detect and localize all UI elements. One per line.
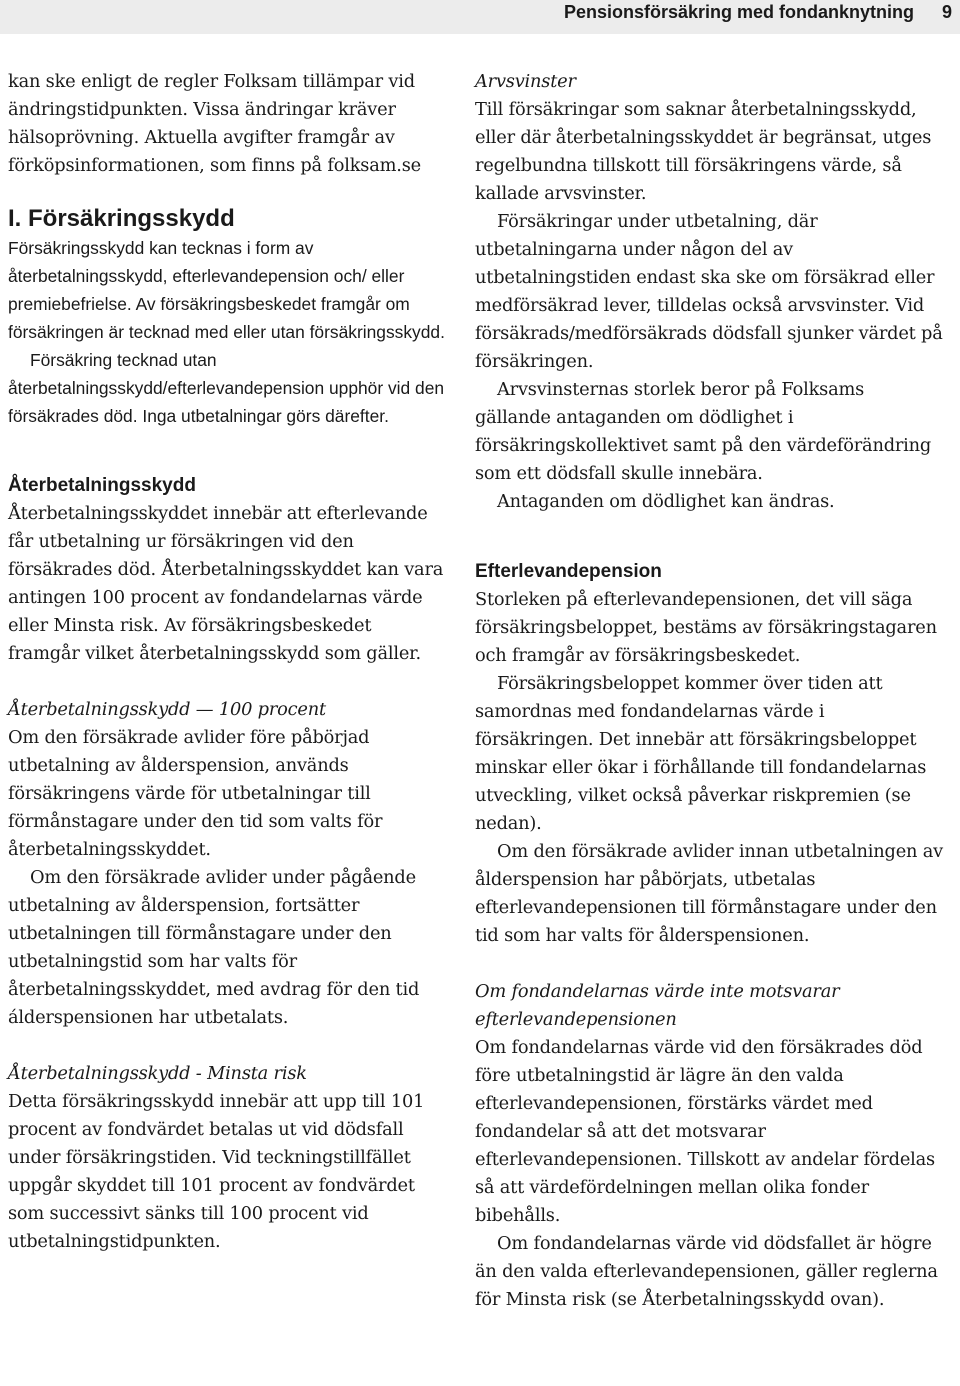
running-title: Pensionsförsäkring med fondanknytning <box>563 2 914 22</box>
right-column <box>475 68 945 1314</box>
paragraph: Antaganden om dödlighet kan ändras. <box>497 491 835 512</box>
section-heading-forsakringsskydd: I. Försäkringsskydd <box>8 205 235 232</box>
section-heading-efterlevandepension: Efterlevandepension <box>475 561 662 582</box>
left-column <box>8 68 448 1256</box>
subheading-minsta-risk: Återbetalningsskydd - Minsta risk <box>8 1063 307 1084</box>
paragraph: Om den försäkrade avlider innan utbetalningen av ålderspension har påbörjats, utbetalas efterlevandepensionen till förmånstagare under den tid som har valts för ålderspensionen. <box>475 841 944 946</box>
section-heading-aterbetalningsskydd: Återbetalningsskydd <box>8 475 196 496</box>
intro-paragraph: kan ske enligt de regler Folksam tillämpar vid ändringstidpunkten. Vissa ändringar kräver hälsoprövning. Aktuella avgifter framgår av förköpsinformationen, som finns på folksam.se <box>8 71 421 176</box>
subheading-100-procent: Återbetalningsskydd — 100 procent <box>8 699 326 720</box>
paragraph: Storleken på efterlevandepensionen, det vill säga försäkringsbeloppet, bestäms av försäkringstagaren och framgår av försäkringsbeskedet. <box>475 589 937 666</box>
paragraph: Försäkringsbeloppet kommer över tiden att samordnas med fondandelarnas värde i försäkringen. Det innebär att försäkringsbeloppet minskar eller ökar i förhållande till fondandelarnas utveckling, vilket också påverkar riskpremien (se nedan). <box>475 673 927 834</box>
paragraph: Om den försäkrade avlider före påbörjad utbetalning av ålderspension, används försäkringens värde för utbetalningar till förmånstagare under den tid som valts för återbetalningsskyddet. <box>8 727 383 860</box>
paragraph: Försäkringsskydd kan tecknas i form av återbetalningsskydd, efterlevandepension och/ eller premiebefrielse. Av försäkringsbeskedet framgår om försäkringen är tecknad med eller utan försäkringsskydd. <box>8 238 445 342</box>
paragraph: Arvsvinsternas storlek beror på Folksams gällande antaganden om dödlighet i försäkringskollektivet samt på den värdeförändring som ett dödsfall skulle innebära. <box>475 379 932 484</box>
paragraph: Till försäkringar som saknar återbetalningsskydd, eller där återbetalningsskyddet är begränsat, utges regelbundna tillskott till försäkringens värde, så kallade arvsvinster. <box>475 99 932 204</box>
paragraph: Detta försäkringsskydd innebär att upp till 101 procent av fondvärdet betalas ut vid dödsfall under försäkringstiden. Vid teckningstillfället uppgår skyddet till 101 procent av fondvärdet som successivt sänks till 100 procent vid utbetalningstidpunkten. <box>8 1091 425 1252</box>
paragraph: Försäkring tecknad utan återbetalningsskydd/efterlevandepension upphör vid den försäkrades död. Inga utbetalningar görs därefter. <box>8 350 445 426</box>
paragraph: Återbetalningsskyddet innebär att efterlevande får utbetalning ur försäkringen vid den försäkrades död. Återbetalningsskyddet kan vara antingen 100 procent av fondandelarnas värde eller Minsta risk. Av försäkringsbeskedet framgår vilket återbetalningsskydd som gäller. <box>8 503 444 664</box>
paragraph: Försäkringar under utbetalning, där utbetalningarna under någon del av utbetalningstiden endast ska ske om försäkrad eller medförsäkrad lever, tilldelas också arvsvinster. Vid försäkrads/medförsäkrads dödsfall sjunker värdet på försäkringen. <box>475 211 943 372</box>
subheading-arvsvinster: Arvsvinster <box>475 71 576 92</box>
subheading-fondandelar: Om fondandelarnas värde inte motsvarar efterlevandepensionen <box>475 981 840 1030</box>
paragraph: Om fondandelarnas värde vid den försäkrades död före utbetalningstid är lägre än den valda efterlevandepensionen, förstärks värdet med fondandelar så att det motsvarar efterlevandepensionen. Tillskott av andelar fördelas så att värdefördelningen mellan olika fonder bibehålls. <box>475 1037 935 1226</box>
page-header <box>0 0 960 34</box>
page-number: 9 <box>941 2 952 22</box>
paragraph: Om den försäkrade avlider under pågående utbetalning av ålderspension, fortsätter utbetalningen till förmånstagare under den utbetalningstid som har valts för återbetalningsskyddet, med avdrag för den tid álderspensionen har utbetalats. <box>8 867 420 1028</box>
paragraph: Om fondandelarnas värde vid dödsfallet är högre än den valda efterlevandepensionen, gäller reglerna för Minsta risk (se Återbetalningsskydd ovan). <box>475 1233 938 1310</box>
